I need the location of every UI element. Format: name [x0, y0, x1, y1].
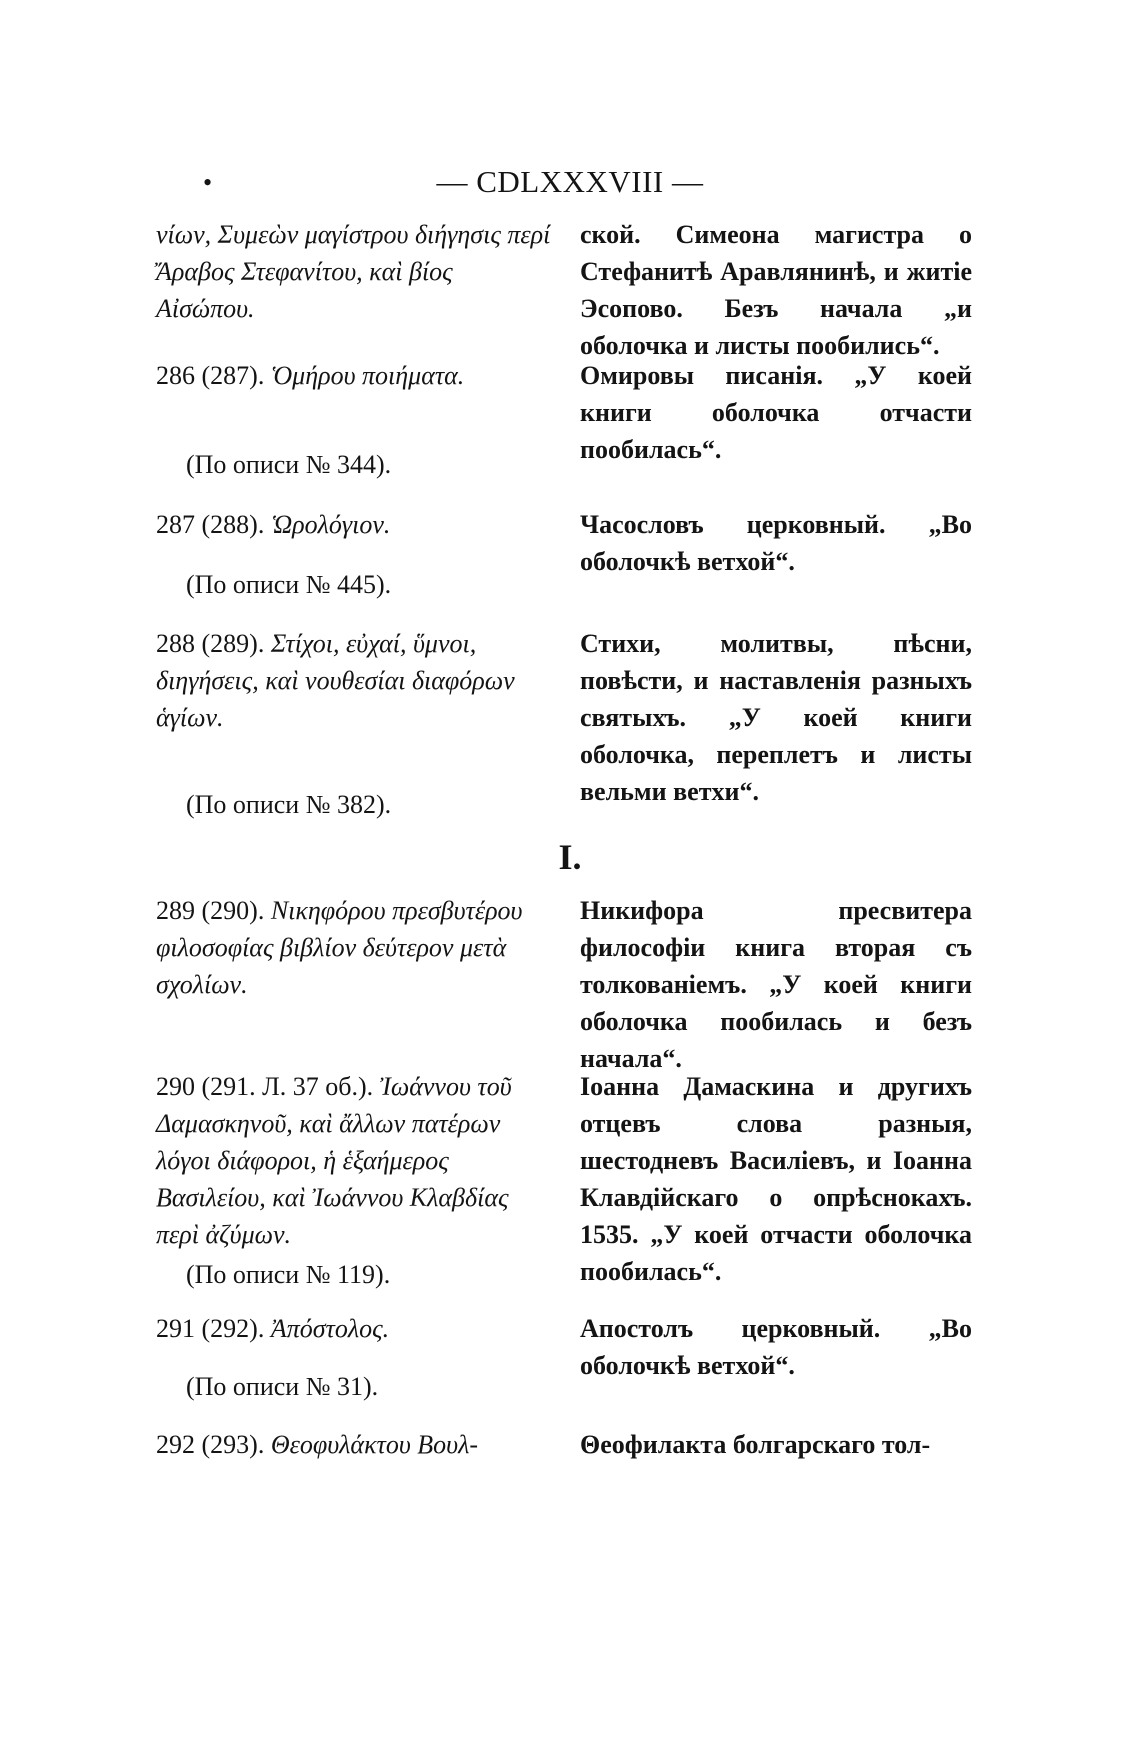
- entry-7-russian: Θеофилакта болгарскаго тол-: [580, 1430, 931, 1459]
- entry-number: 287 (288).: [156, 510, 265, 539]
- entry-2-russian: Часословъ церковный. „Во оболочкѣ ветхой“.: [580, 510, 972, 576]
- entry-3-greek: [156, 625, 556, 736]
- page-header: — CDLXXXVIII —: [436, 164, 704, 199]
- entry-6-greek: [156, 1310, 556, 1347]
- entry-5-opis: (По описи № 119).: [186, 1260, 391, 1289]
- entry-number: 286 (287).: [156, 361, 265, 390]
- entry-number: 290 (291. Л. 37 об.).: [156, 1072, 374, 1101]
- entry-1-greek: [156, 357, 556, 394]
- greek-text: Ἰωάννου τοῦ Δαμασκηνοῦ, καὶ ἄλλων πατέρων λόγοι διάφοροι, ἡ ἑξαήμερος Βασιλείου, καὶ Ἰωάννου Κλαβδίας περὶ ἀζύμων.: [156, 1072, 512, 1249]
- greek-text: Ὁμήρου ποιήματα.: [270, 361, 465, 390]
- entry-0-greek: [156, 216, 556, 327]
- greek-text: Θεοφυλάκτου Βουλ-: [270, 1430, 479, 1459]
- entry-1-russian: Омировы писанія. „У коей книги оболочка отчасти пообилась“.: [580, 361, 972, 464]
- entry-6-russian: Апостолъ церковный. „Во оболочкѣ ветхой“.: [580, 1314, 972, 1380]
- entry-number: 291 (292).: [156, 1314, 265, 1343]
- entry-6-opis: (По описи № 31).: [186, 1372, 379, 1401]
- entry-5-greek: [156, 1068, 556, 1253]
- entry-1-opis: (По описи № 344).: [186, 450, 392, 479]
- greek-text: Ὡρολόγιον.: [270, 510, 391, 539]
- entry-3-russian: Стихи, молитвы, пѣсни, повѣсти, и наставленія разныхъ святыхъ. „У коей книги оболочка, переплетъ и листы вельми ветхи“.: [580, 629, 972, 806]
- entry-4-greek: [156, 892, 556, 1003]
- greek-text: Στίχοι, εὐχαί, ὕμνοι, διηγήσεις, καὶ νουθεσίαι διαφόρων ἁγίων.: [156, 629, 515, 732]
- entry-0-russian: ской. Симеона магистра о Стефанитѣ Аравлянинѣ, и житіе Эсопово. Безъ начала „и оболочка и листы пообились“.: [580, 220, 972, 360]
- entry-2-opis: (По описи № 445).: [186, 570, 392, 599]
- entry-7-greek: [156, 1426, 556, 1463]
- section-marker: I.: [558, 837, 582, 877]
- greek-text: Νικηφόρου πρεσβυτέρου φιλοσοφίας βιβλίον δεύτερον μετὰ σχολίων.: [156, 896, 523, 999]
- entry-2-greek: [156, 506, 556, 543]
- entry-number: 288 (289).: [156, 629, 265, 658]
- entry-number: 289 (290).: [156, 896, 265, 925]
- header-mark: •: [203, 168, 213, 197]
- entry-5-russian: Іоанна Дамаскина и другихъ отцевъ слова разныя, шестодневъ Василіевъ, и Іоанна Клавдійскаго о опрѣснокахъ. 1535. „У коей отчасти оболочка пообилась“.: [580, 1072, 972, 1286]
- entry-3-opis: (По описи № 382).: [186, 790, 392, 819]
- entry-4-russian: Никифора пресвитера философіи книга вторая съ толкованіемъ. „У коей книги оболочка пообилась и безъ начала“.: [580, 896, 972, 1073]
- greek-text: Ἀπόστολος.: [270, 1314, 390, 1343]
- greek-text: νίων, Συμεὼν μαγίστρου διήγησις περί Ἄραβος Στεφανίτου, καὶ βίος Αἰσώπου.: [156, 220, 551, 323]
- entry-number: 292 (293).: [156, 1430, 265, 1459]
